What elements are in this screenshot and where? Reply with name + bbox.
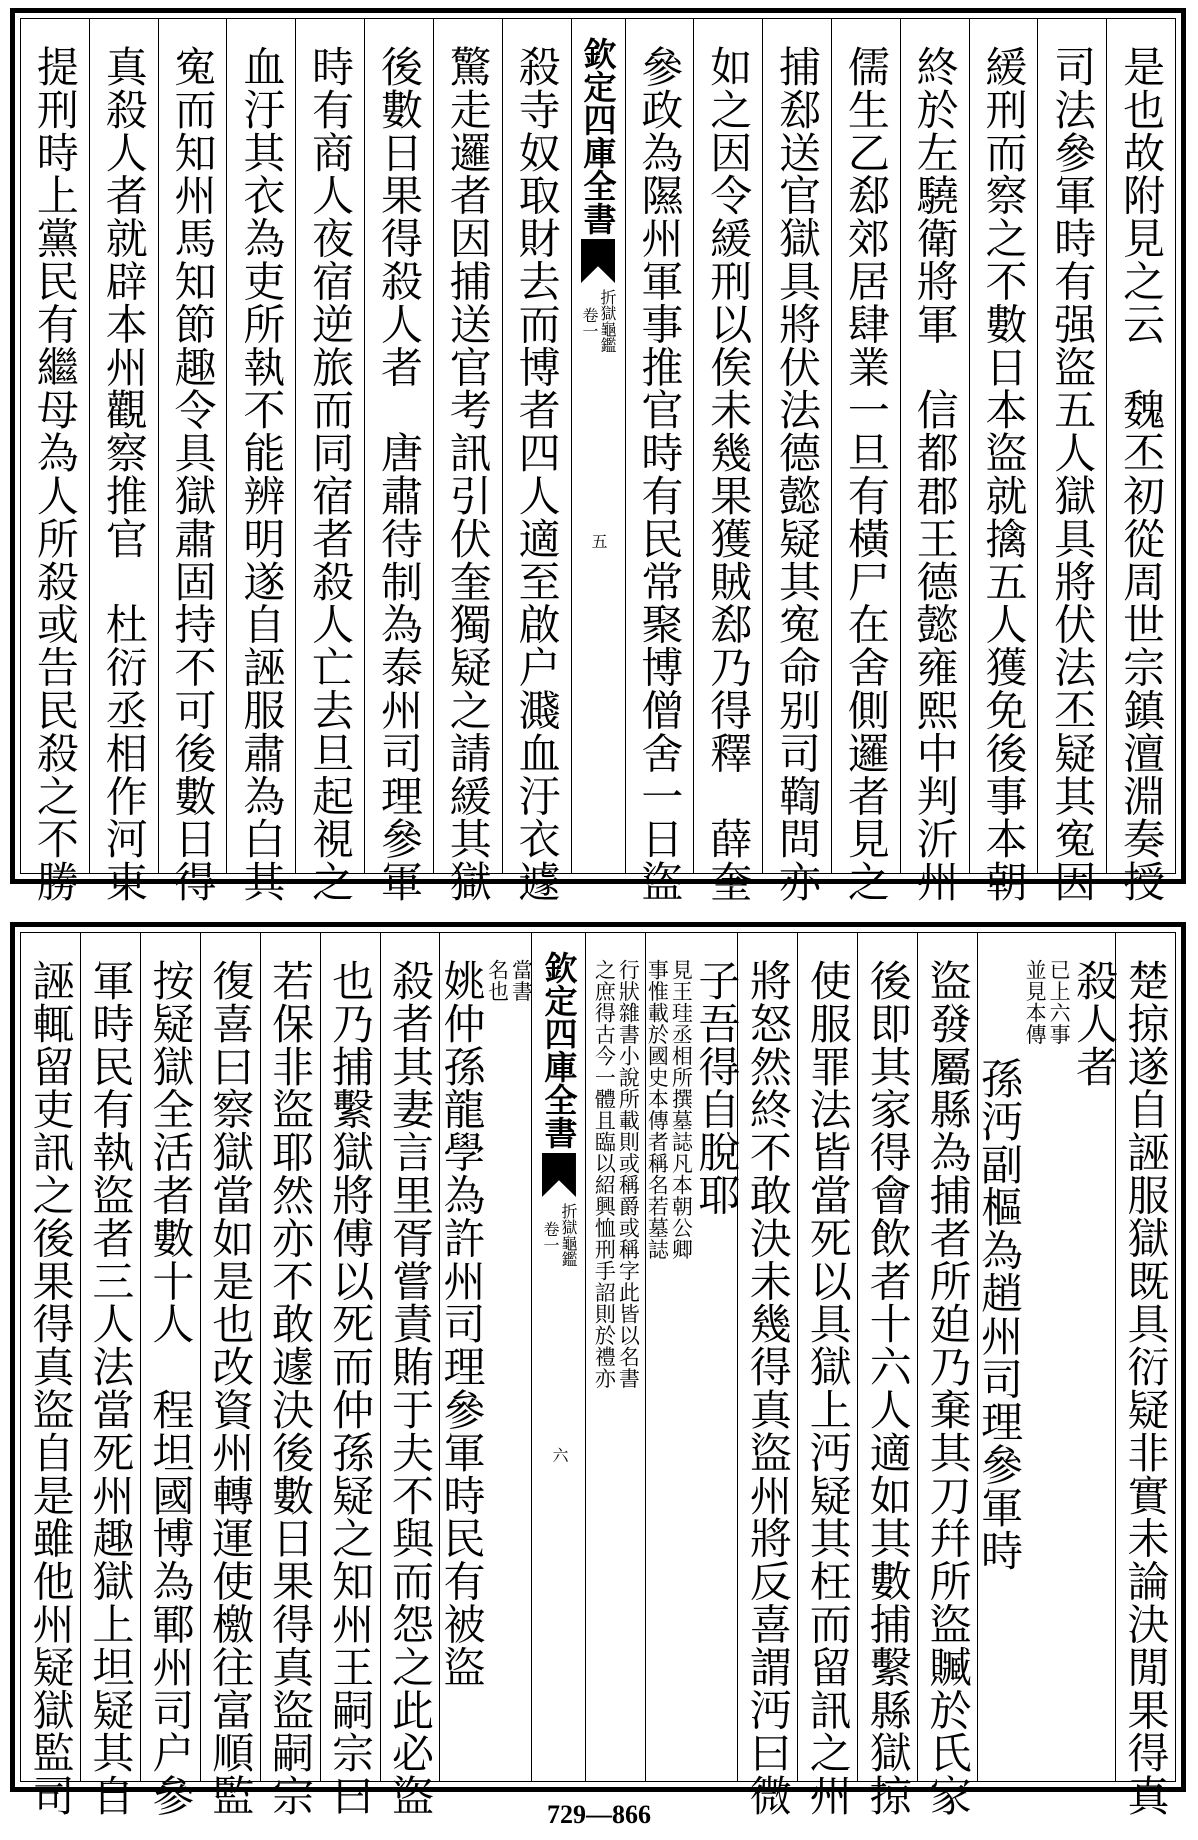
text-column: 按疑獄全活者數十人 程坦國博為鄆州司户參 (140, 933, 200, 1781)
center-juan: 卷一 (580, 307, 599, 339)
text-column: 捕郄送官獄具將伏法德懿疑其寃命别司鞫問亦 (762, 19, 831, 873)
text-column-with-note: 殺人者 已上六事 並見本傳 孫沔副樞為趙州司理參軍時 (977, 933, 1115, 1781)
text-column: 軍時民有執盜者三人法當死州趣獄上坦疑其自 (80, 933, 140, 1781)
note-column (585, 933, 645, 1781)
center-book-title: 折獄龜鑑 (558, 1203, 578, 1267)
text-column: 楚掠遂自誣服獄既具衍疑非實未論決閒果得真 (1115, 933, 1175, 1781)
center-juan: 卷一 (540, 1221, 560, 1253)
center-labels (581, 283, 615, 353)
page-top-frame (20, 18, 1176, 903)
center-column (571, 19, 625, 873)
text-column: 使服罪法皆當死以具獄上沔疑其枉而留訊之州 (797, 933, 857, 1781)
text-column-with-note: 子吾得自脫耶 見王珪丞相所撰墓誌凡本朝公卿 事惟載於國史本傳者稱名若墓誌 (645, 933, 737, 1781)
text-column: 後即其家得會飲者十六人適如其數捕繫縣獄掠 (857, 933, 917, 1781)
text-column: 提刑時上黨民有繼母為人所殺或告民殺之不勝 (30, 45, 80, 903)
text-column: 殺者其妻言里胥嘗責賄于夫不與而怨之此必盜 (380, 933, 440, 1781)
text-column: 盜發屬縣為捕者所廹乃棄其刀幷所盜贓於氏家 (917, 933, 977, 1781)
page-number: 六 (549, 1447, 569, 1463)
text-column: 時有商人夜宿逆旅而同宿者殺人亡去旦起視之 (295, 19, 364, 873)
text-column: 如之因令緩刑以俟未幾果獲賊郄乃得釋 薛奎 (693, 19, 762, 873)
text-column: 將怒然終不敢決未幾得真盜州將反喜謂沔曰微 (737, 933, 797, 1781)
text-column: 儒生乙郄郊居肆業一旦有橫尸在舍側邏者見之 (831, 19, 900, 873)
text-column: 是也故附見之云 魏丕初從周世宗鎮澶淵奏授 (1106, 19, 1175, 873)
text-column: 誣輒留吏訊之後果得真盜自是雖他州疑獄監司 (26, 959, 76, 1817)
text-column: 後數日果得殺人者 唐肅待制為泰州司理參軍 (364, 19, 433, 873)
interlinear-note: 見王珪丞相所撰墓誌凡本朝公卿 事惟載於國史本傳者稱名若墓誌 (645, 959, 694, 1260)
text-column: 也乃捕繫獄將傅以死而仲孫疑之知州王嗣宗曰 (320, 933, 380, 1781)
fishtail-mark (581, 239, 615, 283)
center-title: 欽定四庫全書 (539, 951, 579, 1149)
fishtail-mark (542, 1153, 576, 1197)
center-labels (542, 1197, 576, 1267)
text-column: 參政為隰州軍事推官時有民常聚博僧舍一日盜 (625, 19, 694, 873)
page-number: 五 (589, 533, 608, 549)
page-footer-number: 729—866 (547, 1800, 651, 1829)
text-column: 終於左驍衛將軍 信都郡王德懿雍熙中判沂州 (900, 19, 969, 873)
text-column: 血汙其衣為吏所執不能辨明遂自誣服肅為白其 (226, 19, 295, 873)
center-column (531, 933, 585, 1781)
text-column: 若保非盜耶然亦不敢遽決後數日果得真盜嗣宗 (260, 933, 320, 1781)
text-column-with-note: 當書 名也 姚仲孫龍學為許州司理參軍時民有被盜 (439, 933, 531, 1781)
center-title: 欽定四庫全書 (578, 37, 618, 235)
text-column: 驚走邏者因捕送官考訊引伏奎獨疑之請緩其獄 (433, 19, 502, 873)
interlinear-note: 當書 名也 (485, 959, 534, 1002)
text-column: 司法參軍時有强盜五人獄具將伏法丕疑其寃因 (1037, 19, 1106, 873)
text-column: 殺寺奴取財去而博者四人適至啟户濺血汙衣遽 (502, 19, 571, 873)
text-column: 真殺人者就辟本州觀察推官 杜衍丞相作河東 (89, 19, 158, 873)
center-book-title: 折獄龜鑑 (598, 289, 617, 353)
page-top-columns (21, 19, 1175, 903)
interlinear-note: 行狀雜書小說所載則或稱爵或稱字此皆以名書 之庶得古今一體且臨以紹興恤刑手詔則於禮亦 (592, 959, 641, 1389)
text-column: 緩刑而察之不數日本盜就擒五人獲免後事本朝 (969, 19, 1038, 873)
text-column: 寃而知州馬知節趣令具獄肅固持不可後數日得 (158, 19, 227, 873)
interlinear-note: 已上六事 並見本傳 (1023, 959, 1072, 1045)
page-top (10, 8, 1186, 903)
text-column: 復喜曰察獄當如是也改資州轉運使檄往富順監 (200, 933, 260, 1781)
